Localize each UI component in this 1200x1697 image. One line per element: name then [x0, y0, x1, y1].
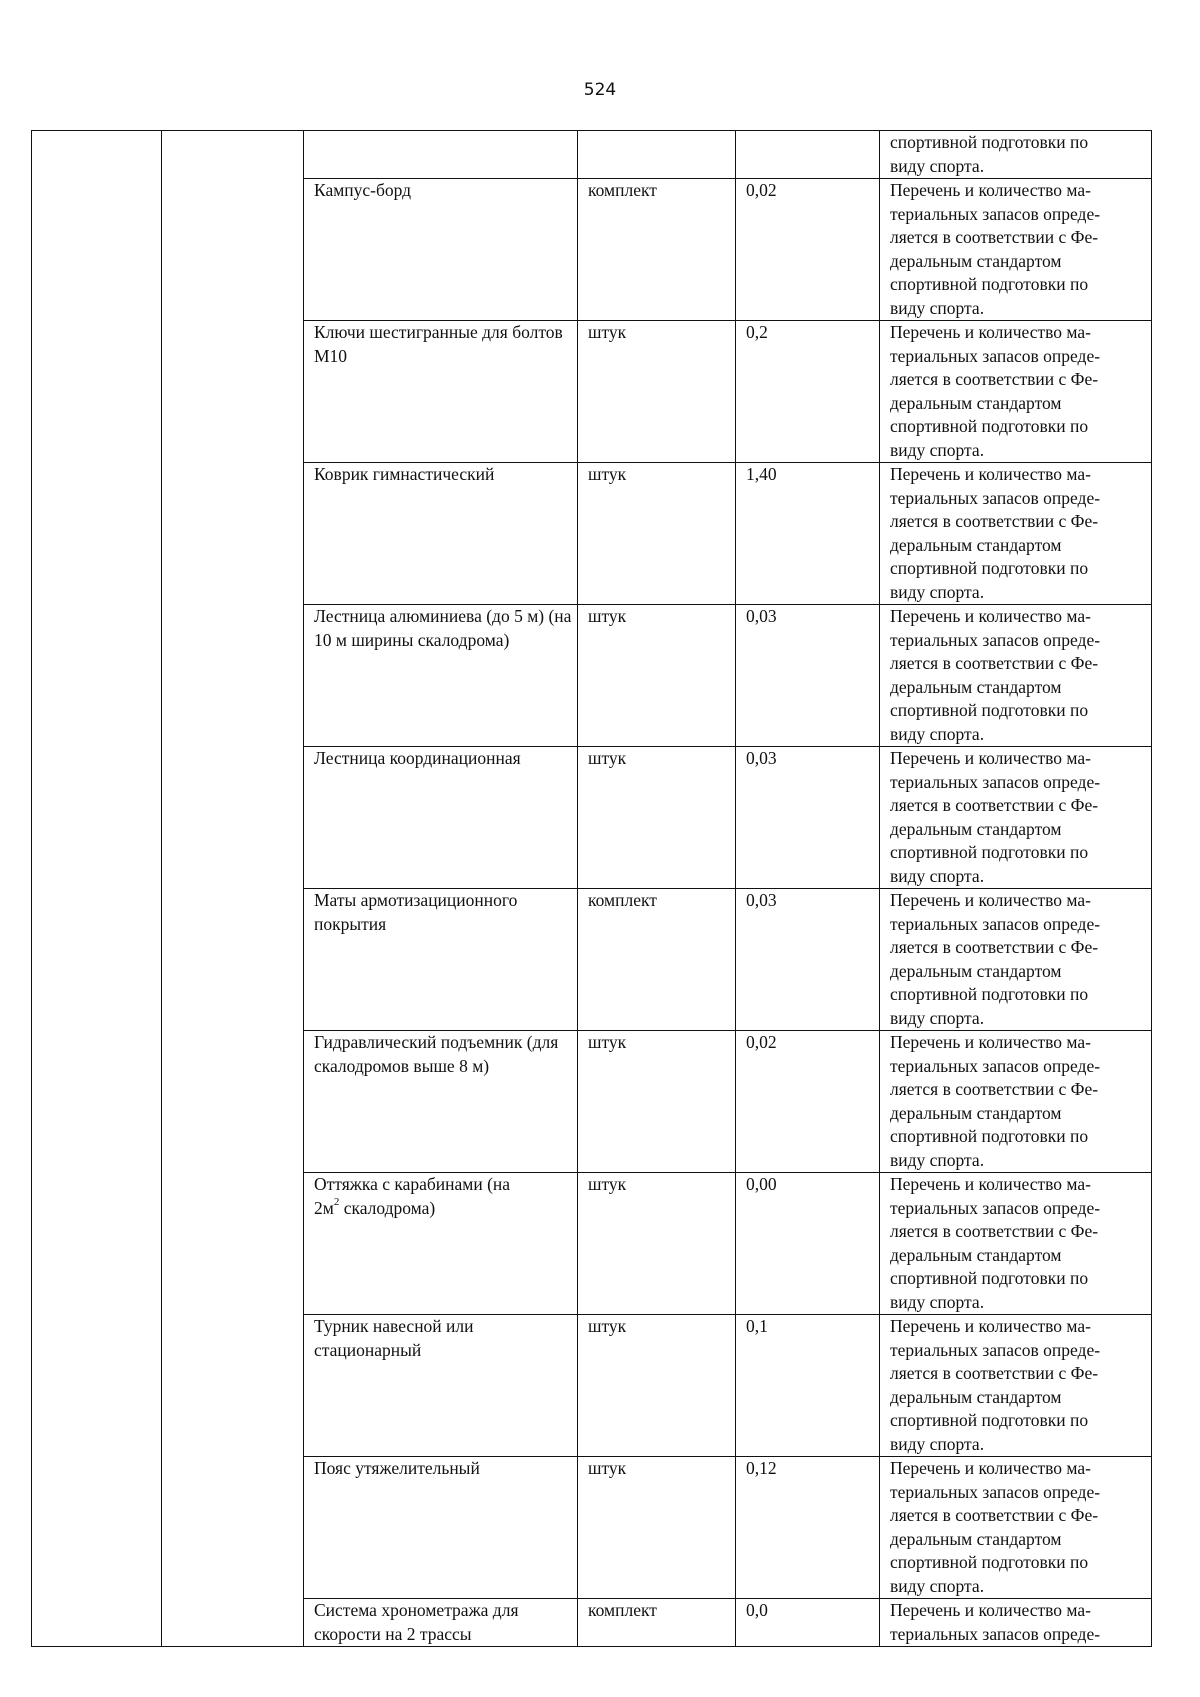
note-line: ляется в соответствии с Фе- — [890, 1505, 1099, 1525]
item-note — [880, 1315, 1152, 1457]
item-name: Турник навесной или стационарный — [304, 1315, 578, 1457]
item-unit: комплект — [578, 1599, 736, 1647]
note-line: спортивной подготовки по — [890, 1552, 1089, 1572]
note-line: виду спорта. — [890, 297, 985, 318]
equipment-table — [31, 130, 1152, 1647]
note-line: деральным стандартом — [890, 1244, 1062, 1265]
item-name: Коврик гимнастический — [304, 463, 578, 605]
note-line: Перечень и количество ма- — [890, 464, 1091, 484]
item-quantity: 0,03 — [736, 747, 880, 889]
note-line: Перечень и количество ма- — [890, 1174, 1091, 1194]
note-line: виду спорта. — [890, 1007, 985, 1028]
item-quantity: 0,02 — [736, 1031, 880, 1173]
table-row — [32, 131, 1152, 179]
item-unit: штук — [578, 1457, 736, 1599]
note-line: виду спорта. — [890, 1433, 985, 1454]
note-line: виду спорта. — [890, 1291, 985, 1312]
item-name: Лестница координационная — [304, 747, 578, 889]
note-line: Перечень и количество ма- — [890, 180, 1091, 200]
item-quantity: 0,00 — [736, 1173, 880, 1315]
item-name-line — [314, 1197, 577, 1221]
item-unit: комплект — [578, 889, 736, 1031]
item-quantity — [736, 131, 880, 179]
item-note — [880, 1599, 1152, 1647]
item-name — [304, 131, 578, 179]
note-line: териальных запасов опреде- — [890, 487, 1101, 508]
item-note — [880, 889, 1152, 1031]
item-quantity: 0,03 — [736, 889, 880, 1031]
item-quantity: 0,0 — [736, 1599, 880, 1647]
note-line: деральным стандартом — [890, 676, 1062, 697]
note-line: териальных запасов опреде- — [890, 913, 1101, 934]
note-line: виду спорта. — [890, 1149, 985, 1170]
note-line: териальных запасов опреде- — [890, 1623, 1101, 1644]
note-line: Перечень и количество ма- — [890, 748, 1091, 768]
item-name: Система хронометража для скорости на 2 трассы — [304, 1599, 578, 1647]
note-line: териальных запасов опреде- — [890, 1055, 1101, 1076]
note-line: виду спорта. — [890, 155, 985, 176]
note-line: териальных запасов опреде- — [890, 629, 1101, 650]
note-line: териальных запасов опреде- — [890, 345, 1101, 366]
item-quantity: 0,2 — [736, 321, 880, 463]
merged-cell-col2 — [162, 131, 304, 1647]
item-note — [880, 321, 1152, 463]
note-line: спортивной подготовки по — [890, 274, 1089, 294]
item-unit: штук — [578, 747, 736, 889]
note-line: Перечень и количество ма- — [890, 1458, 1091, 1478]
note-line: ляется в соответствии с Фе- — [890, 1363, 1099, 1383]
note-line: ляется в соответствии с Фе- — [890, 653, 1099, 673]
item-quantity: 0,1 — [736, 1315, 880, 1457]
note-line: ляется в соответствии с Фе- — [890, 1079, 1099, 1099]
item-name: Маты армотизациционного покрытия — [304, 889, 578, 1031]
item-note — [880, 605, 1152, 747]
note-line: ляется в соответствии с Фе- — [890, 511, 1099, 531]
note-line: виду спорта. — [890, 865, 985, 886]
item-unit: комплект — [578, 179, 736, 321]
note-line: виду спорта. — [890, 439, 985, 460]
note-line: спортивной подготовки по — [890, 1410, 1089, 1430]
note-line: спортивной подготовки по — [890, 842, 1089, 862]
item-unit: штук — [578, 1315, 736, 1457]
item-unit: штук — [578, 1031, 736, 1173]
item-note — [880, 747, 1152, 889]
note-line: Перечень и количество ма- — [890, 1032, 1091, 1052]
note-line: деральным стандартом — [890, 250, 1062, 271]
item-name — [304, 1173, 578, 1315]
note-line: ляется в соответствии с Фе- — [890, 227, 1099, 247]
note-line: деральным стандартом — [890, 1102, 1062, 1123]
note-line: виду спорта. — [890, 723, 985, 744]
item-note — [880, 1173, 1152, 1315]
item-name: Кампус-борд — [304, 179, 578, 321]
note-line: териальных запасов опреде- — [890, 1339, 1101, 1360]
item-name-line: Оттяжка с карабинами (на — [314, 1174, 511, 1194]
note-line: спортивной подготовки по — [890, 1268, 1089, 1288]
item-note — [880, 179, 1152, 321]
note-line: спортивной подготовки по — [890, 700, 1089, 720]
note-line: спортивной подготовки по — [890, 1126, 1089, 1146]
item-name: Пояс утяжелительный — [304, 1457, 578, 1599]
note-line: Перечень и количество ма- — [890, 606, 1091, 626]
area-value: 2м — [314, 1197, 334, 1218]
note-line: Перечень и количество ма- — [890, 1600, 1091, 1620]
note-line: Перечень и количество ма- — [890, 322, 1091, 342]
item-quantity: 0,03 — [736, 605, 880, 747]
note-line: спортивной подготовки по — [890, 558, 1089, 578]
item-quantity: 1,40 — [736, 463, 880, 605]
note-line: деральным стандартом — [890, 392, 1062, 413]
note-line: ляется в соответствии с Фе- — [890, 795, 1099, 815]
note-line: Перечень и количество ма- — [890, 890, 1091, 910]
note-line: деральным стандартом — [890, 1528, 1062, 1549]
item-note — [880, 131, 1152, 179]
note-line: спортивной подготовки по — [890, 984, 1089, 1004]
item-unit: штук — [578, 463, 736, 605]
item-note — [880, 463, 1152, 605]
note-line: териальных запасов опреде- — [890, 203, 1101, 224]
item-name: Лестница алюминиева (до 5 м) (на 10 м ширины скалодрома) — [304, 605, 578, 747]
note-line: ляется в соответствии с Фе- — [890, 1221, 1099, 1241]
note-line: виду спорта. — [890, 1575, 985, 1596]
note-line: деральным стандартом — [890, 818, 1062, 839]
merged-cell-col1 — [32, 131, 162, 1647]
item-name: Гидравлический подъемник (для скалодромов выше 8 м) — [304, 1031, 578, 1173]
note-line: териальных запасов опреде- — [890, 1481, 1101, 1502]
note-line: деральным стандартом — [890, 1386, 1062, 1407]
item-quantity: 0,02 — [736, 179, 880, 321]
page-number: 524 — [583, 80, 617, 100]
note-line: ляется в соответствии с Фе- — [890, 937, 1099, 957]
item-unit: штук — [578, 1173, 736, 1315]
item-name: Ключи шестигранные для болтов М10 — [304, 321, 578, 463]
note-line: териальных запасов опреде- — [890, 771, 1101, 792]
note-line: Перечень и количество ма- — [890, 1316, 1091, 1336]
note-line: спортивной подготовки по — [890, 132, 1089, 152]
item-note — [880, 1031, 1152, 1173]
item-quantity: 0,12 — [736, 1457, 880, 1599]
superscript: 2 — [333, 1195, 340, 1208]
item-unit — [578, 131, 736, 179]
area-suffix: скалодрома) — [339, 1197, 436, 1218]
note-line: ляется в соответствии с Фе- — [890, 369, 1099, 389]
note-line: деральным стандартом — [890, 960, 1062, 981]
note-line: виду спорта. — [890, 581, 985, 602]
item-unit: штук — [578, 605, 736, 747]
item-unit: штук — [578, 321, 736, 463]
note-line: спортивной подготовки по — [890, 416, 1089, 436]
item-note — [880, 1457, 1152, 1599]
note-line: деральным стандартом — [890, 534, 1062, 555]
note-line: териальных запасов опреде- — [890, 1197, 1101, 1218]
